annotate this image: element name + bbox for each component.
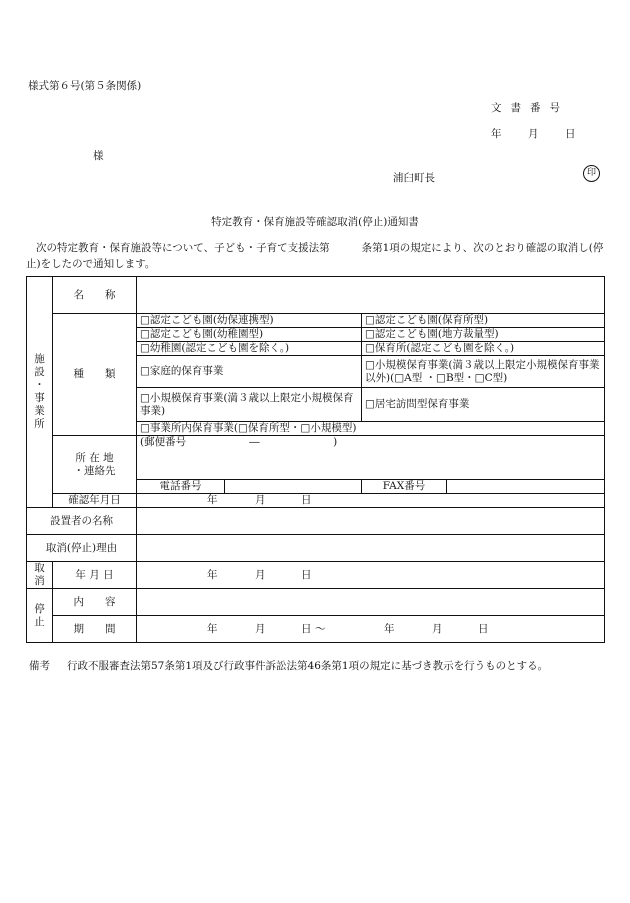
type-option-kyotaku-houmon[interactable]: □居宅訪問型保育事業 bbox=[362, 388, 605, 422]
period-start-day: 日 bbox=[301, 622, 312, 635]
period-end-month: 月 bbox=[432, 622, 443, 635]
type-option-yochien[interactable]: □幼稚園(認定こども園を除く。) bbox=[137, 342, 362, 356]
suspend-period-label: 期 間 bbox=[53, 616, 137, 643]
type-option-ninteikodomoen-yochien[interactable]: □認定こども園(幼稚園型) bbox=[137, 328, 362, 342]
cancel-date-label: 年 月 日 bbox=[53, 562, 137, 589]
facility-type-label: 種 類 bbox=[53, 314, 137, 436]
type-option-hoikusho[interactable]: □保育所(認定こども園を除く。) bbox=[362, 342, 605, 356]
confirm-date-field[interactable] bbox=[137, 494, 605, 508]
type-option-shoukibo-3sai[interactable]: □小規模保育事業(満３歳以上限定小規模保育事業) bbox=[137, 388, 362, 422]
issue-month-label: 月 bbox=[528, 128, 539, 140]
founder-name-label: 設置者の名称 bbox=[27, 508, 137, 535]
period-start-month: 月 bbox=[255, 622, 266, 635]
cancel-year: 年 bbox=[207, 568, 218, 581]
cancel-reason-label: 取消(停止)理由 bbox=[27, 535, 137, 562]
body-text-part2: 条第1項の規定により、次のとおり確認の取消し(停止)をしたので通知します。 bbox=[26, 242, 604, 270]
suspend-period-field[interactable] bbox=[137, 616, 605, 643]
issue-date bbox=[491, 126, 576, 141]
remarks bbox=[29, 658, 548, 673]
address-contact-label: 所 在 地 ・連絡先 bbox=[53, 436, 137, 494]
suspend-content-field[interactable] bbox=[137, 589, 605, 616]
cancel-reason-field[interactable] bbox=[137, 535, 605, 562]
addressee-suffix: 様 bbox=[93, 150, 104, 162]
notice-body bbox=[26, 240, 606, 272]
facility-group-label: 施 設 ・ 事 業 所 bbox=[27, 277, 53, 508]
type-option-ninteikodomoen-yoho[interactable]: □認定こども園(幼保連携型) bbox=[137, 314, 362, 328]
suspend-group-label: 停 止 bbox=[27, 589, 53, 643]
confirm-year: 年 bbox=[207, 494, 218, 506]
confirm-day: 日 bbox=[301, 494, 312, 506]
fax-field[interactable] bbox=[447, 480, 605, 494]
notice-form-table bbox=[26, 276, 605, 643]
fax-label: FAX番号 bbox=[362, 480, 447, 494]
issue-day-label: 日 bbox=[565, 128, 576, 140]
cancel-group-label: 取 消 bbox=[27, 562, 53, 589]
type-option-shoukibo-hoiku[interactable]: □小規模保育事業(満３歳以上限定小規模保育事業以外)(□A型 ・□B型・□C型) bbox=[362, 356, 605, 388]
type-option-ninteikodomoen-chihou[interactable]: □認定こども園(地方裁量型) bbox=[362, 328, 605, 342]
period-tilde: ～ bbox=[315, 622, 326, 635]
phone-label: 電話番号 bbox=[137, 480, 225, 494]
issue-year-label: 年 bbox=[491, 128, 502, 140]
seal-mark: 印 bbox=[583, 165, 600, 182]
remarks-label: 備考 bbox=[29, 660, 50, 672]
period-end-year: 年 bbox=[384, 622, 395, 635]
period-start-year: 年 bbox=[207, 622, 218, 635]
document-title: 特定教育・保育施設等確認取消(停止)通知書 bbox=[211, 216, 419, 228]
sender-name: 浦臼町長 bbox=[393, 172, 435, 184]
facility-name-label: 名 称 bbox=[53, 277, 137, 314]
remarks-text: 行政不服審査法第57条第1項及び行政事件訴訟法第46条第1項の規定に基づき教示を行うものとする。 bbox=[67, 660, 549, 672]
phone-field[interactable] bbox=[225, 480, 362, 494]
founder-name-field[interactable] bbox=[137, 508, 605, 535]
suspend-content-label: 内 容 bbox=[53, 589, 137, 616]
postal-code-field[interactable]: (郵便番号 ― ) bbox=[137, 436, 605, 480]
confirm-month: 月 bbox=[255, 494, 266, 506]
cancel-date-field[interactable] bbox=[137, 562, 605, 589]
period-end-day: 日 bbox=[478, 622, 489, 635]
cancel-month: 月 bbox=[255, 568, 266, 581]
type-option-ninteikodomoen-hoikusho[interactable]: □認定こども園(保育所型) bbox=[362, 314, 605, 328]
type-option-katei-hoiku[interactable]: □家庭的保育事業 bbox=[137, 356, 362, 388]
form-number: 様式第６号(第５条関係) bbox=[28, 80, 142, 92]
cancel-day: 日 bbox=[301, 568, 312, 581]
confirm-date-label: 確認年月日 bbox=[53, 494, 137, 508]
body-text-part1: 次の特定教育・保育施設等について、子ども・子育て支援法第 bbox=[36, 242, 330, 254]
facility-name-field[interactable] bbox=[137, 277, 605, 314]
type-option-jigyousho-nai[interactable]: □事業所内保育事業(□保育所型・□小規模型) bbox=[137, 422, 605, 436]
document-number-label: 文書番号 bbox=[491, 102, 569, 114]
